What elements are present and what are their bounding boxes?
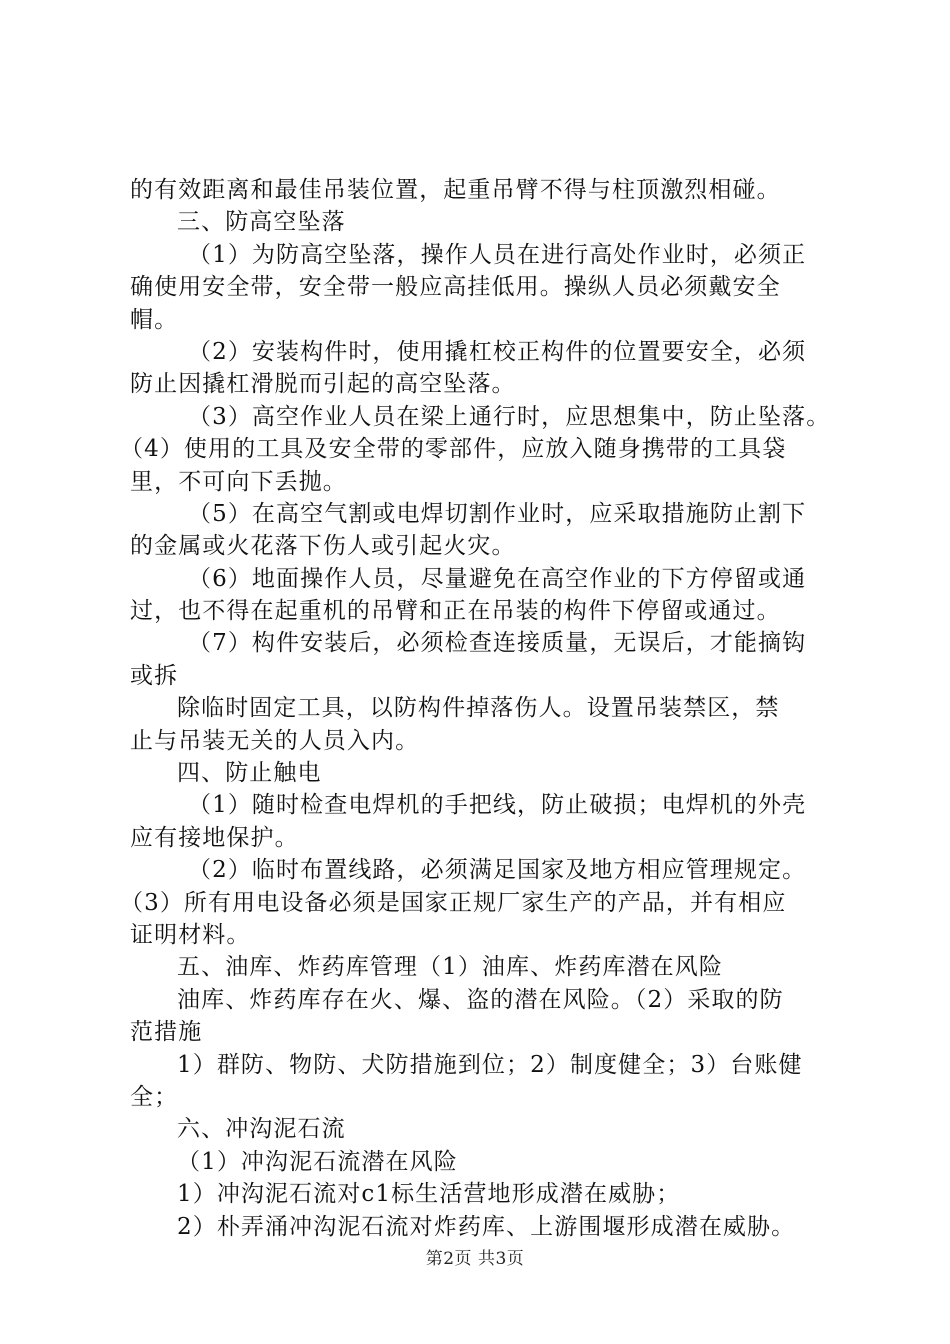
document-body bbox=[120, 174, 840, 1243]
text-line: （2）安装构件时，使用撬杠校正构件的位置要安全，必须 bbox=[188, 338, 807, 365]
text-line: （5）在高空气割或电焊切割作业时，应采取措施防止割下 bbox=[188, 500, 807, 527]
text-line: 防止因撬杠滑脱而引起的高空坠落。 bbox=[130, 371, 516, 398]
text-line: （7）构件安装后，必须检查连接质量，无误后，才能摘钩 bbox=[188, 630, 807, 657]
text-line: （6）地面操作人员，尽量避免在高空作业的下方停留或通 bbox=[188, 565, 807, 592]
text-line: （2）临时布置线路，必须满足国家及地方相应管理规定。 bbox=[188, 857, 807, 884]
section-heading: 四、防止触电 bbox=[177, 760, 322, 787]
text-line: 除临时固定工具，以防构件掉落伤人。设置吊装禁区，禁 bbox=[177, 695, 780, 722]
section-heading: 六、冲沟泥石流 bbox=[177, 1116, 346, 1143]
text-line: 全； bbox=[130, 1083, 179, 1110]
text-line: 应有接地保护。 bbox=[130, 824, 299, 851]
text-line: 的金属或火花落下伤人或引起火灾。 bbox=[130, 533, 516, 560]
section-heading: 三、防高空坠落 bbox=[177, 209, 346, 236]
text-line: （3）高空作业人员在梁上通行时，应思想集中，防止坠落。 bbox=[188, 403, 831, 430]
text-line: 油库、炸药库存在火、爆、盗的潜在风险。（2）采取的防 bbox=[177, 986, 784, 1013]
text-line: （1）随时检查电焊机的手把线，防止破损；电焊机的外壳 bbox=[188, 792, 807, 819]
text-line: （1）为防高空坠落，操作人员在进行高处作业时，必须正 bbox=[188, 241, 807, 268]
text-line: 帽。 bbox=[130, 306, 179, 333]
text-line: 范措施 bbox=[130, 1019, 203, 1046]
text-line: 里，不可向下丢抛。 bbox=[130, 468, 347, 495]
text-line: 1）冲沟泥石流对c1标生活营地形成潜在威胁； bbox=[177, 1181, 681, 1208]
text-line: 2）朴弄涌冲沟泥石流对炸药库、上游围堰形成潜在威胁。 bbox=[177, 1213, 796, 1240]
text-line: （1）冲沟泥石流潜在风险 bbox=[177, 1148, 458, 1175]
text-line: 过，也不得在起重机的吊臂和正在吊装的构件下停留或通过。 bbox=[130, 598, 781, 625]
section-heading: 五、油库、炸药库管理（1）油库、炸药库潜在风险 bbox=[177, 954, 723, 981]
page-number-footer: 第2页 共3页 bbox=[425, 1249, 525, 1269]
text-line: 或拆 bbox=[130, 662, 179, 689]
text-line: （3）所有用电设备必须是国家正规厂家生产的产品，并有相应 bbox=[120, 889, 787, 916]
text-line: 1）群防、物防、犬防措施到位；2）制度健全；3）台账健 bbox=[177, 1051, 803, 1078]
text-line: 确使用安全带，安全带一般应高挂低用。操纵人员必须戴安全 bbox=[130, 274, 781, 301]
text-line: （4）使用的工具及安全带的零部件，应放入随身携带的工具袋 bbox=[120, 436, 787, 463]
text-line: 证明材料。 bbox=[130, 921, 251, 948]
text-line: 的有效距离和最佳吊装位置，起重吊臂不得与柱顶激烈相碰。 bbox=[130, 177, 781, 203]
text-line: 止与吊装无关的人员入内。 bbox=[130, 727, 420, 754]
